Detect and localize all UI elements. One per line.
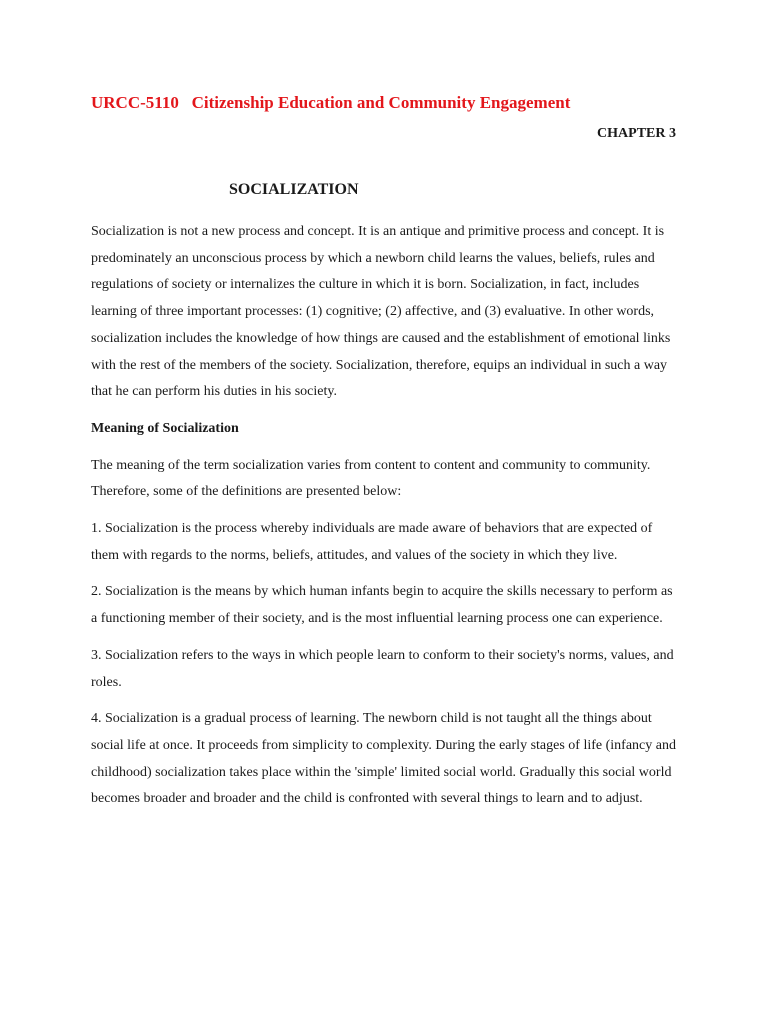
definition-paragraph-3: 3. Socialization refers to the ways in which people learn to conform to their society's norms, values, and roles. [91,647,674,690]
main-heading: SOCIALIZATION [229,181,359,198]
section-heading: Meaning of Socialization [91,420,239,436]
course-title: URCC-5110 Citizenship Education and Community Engagement [91,93,571,112]
section-intro-paragraph: The meaning of the term socialization varies from content to content and community to community. Therefore, some of the definitions are presented below: [91,457,651,500]
definition-paragraph-4: 4. Socialization is a gradual process of learning. The newborn child is not taught all the things about social life at once. It proceeds from simplicity to complexity. During the early stages of life (infancy and childhood) socialization takes place within the 'simple' limited social world. Gradually this social world becomes broader and broader and the child is confronted with several things to learn and to adjust. [91,711,676,807]
chapter-label: CHAPTER 3 [597,126,676,141]
definition-paragraph-2: 2. Socialization is the means by which human infants begin to acquire the skills necessary to perform as a functioning member of their society, and is the most influential learning process one can experience. [91,584,673,627]
definition-paragraph-1: 1. Socialization is the process whereby individuals are made aware of behaviors that are expected of them with regards to the norms, beliefs, attitudes, and values of the society in which they live. [91,521,653,563]
document-body [91,219,681,813]
intro-paragraph: Socialization is not a new process and concept. It is an antique and primitive process and concept. It is predominately an unconscious process by which a newborn child learns the values, beliefs, rules and regulations of society or internalizes the culture in which it is born. Socialization, in fact, includes learning of three important processes: (1) cognitive; (2) affective, and (3) evaluative. In other words, socialization includes the knowledge of how things are caused and the establishment of emotional links with the rest of the members of the society. Socialization, therefore, equips an individual in such a way that he can perform his duties in his society. [91,224,671,400]
